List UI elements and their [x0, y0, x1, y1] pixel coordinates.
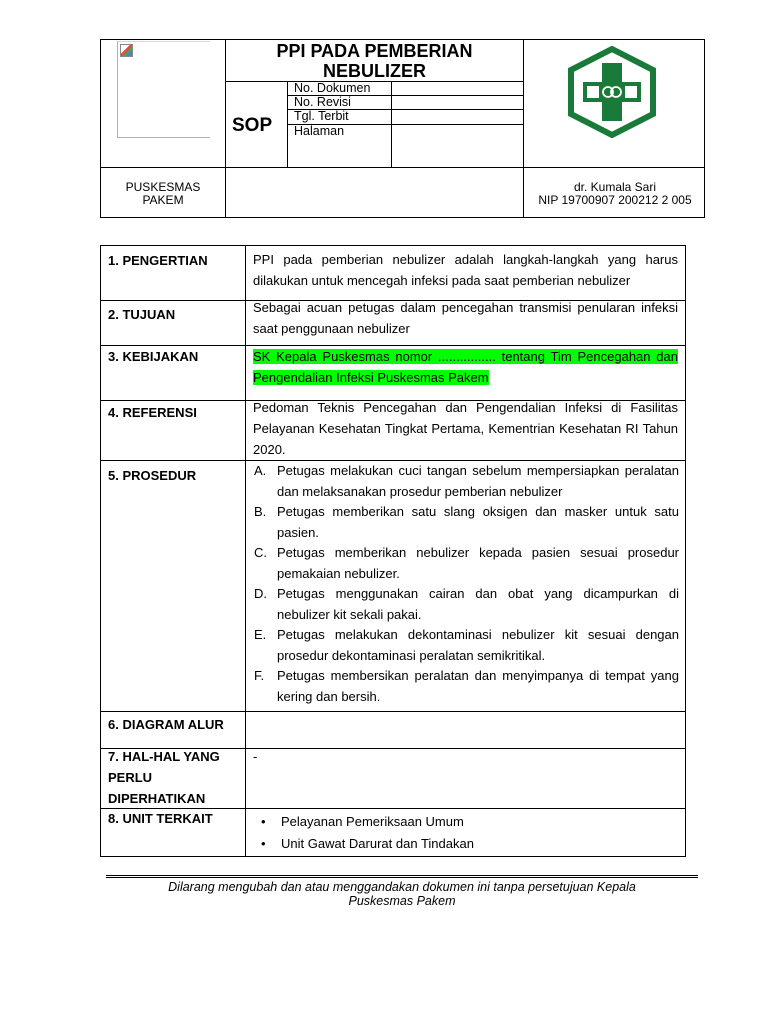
- header-divider: [225, 81, 523, 82]
- sop-content-table: [100, 245, 686, 857]
- signatory-name: dr. Kumala Sari: [573, 180, 657, 194]
- step-text: Petugas membersikan peralatan dan menyimpanya di tempat yang kering dan bersih.: [277, 668, 679, 704]
- footer-line: Dilarang mengubah dan atau menggandakan dokumen ini tanpa persetujuan Kepala: [168, 880, 636, 894]
- footer-disclaimer: [106, 880, 698, 908]
- section-label-prosedur: 5. PROSEDUR: [108, 468, 197, 483]
- section-label-hal-hal: [108, 746, 243, 809]
- signatory-block: [524, 181, 706, 207]
- procedure-step: [253, 666, 679, 707]
- step-text: Petugas melakukan cuci tangan sebelum mempersiapkan peralatan dan melaksanakan prosedur pemberian nebulizer: [277, 463, 679, 499]
- footer-line: Puskesmas Pakem: [348, 894, 456, 908]
- title-line: NEBULIZER: [323, 61, 426, 81]
- section-label-unit-terkait: 8. UNIT TERKAIT: [108, 811, 213, 826]
- unit-name: Pelayanan Pemeriksaan Umum: [281, 814, 464, 829]
- section-label-pengertian: 1. PENGERTIAN: [108, 253, 208, 268]
- section-label-diagram: 6. DIAGRAM ALUR: [108, 717, 224, 732]
- section-label-referensi: 4. REFERENSI: [108, 405, 197, 420]
- label-line: PERLU: [108, 770, 153, 785]
- bullet-icon: •: [261, 814, 266, 829]
- step-text: Petugas memberikan satu slang oksigen dan masker untuk satu pasien.: [277, 504, 679, 540]
- broken-image-icon: [120, 44, 133, 57]
- header-divider: [101, 167, 705, 168]
- highlighted-policy-text: SK Kepala Puskesmas nomor ................ tentang Tim Pencegahan dan Pengendalian Infeksi Puskesmas Pakem: [253, 349, 678, 385]
- procedure-list: [253, 461, 679, 707]
- section-text-referensi: Pedoman Teknis Pencegahan dan Pengendalian Infeksi di Fasilitas Pelayanan Kesehatan Tingkat Pertama, Kementrian Kesehatan RI Tahun 2020.: [253, 400, 678, 457]
- label-line: DIPERHATIKAN: [108, 791, 206, 806]
- step-letter: A.: [254, 463, 267, 478]
- step-text: Petugas menggunakan cairan dan obat yang dicampurkan di nebulizer kit sekali pakai.: [277, 586, 679, 622]
- signatory-nip: NIP 19700907 200212 2 005: [538, 193, 692, 207]
- row-divider: [101, 711, 686, 712]
- document-title: [226, 41, 523, 81]
- organization-line: PAKEM: [142, 193, 184, 207]
- footer-rule: [106, 875, 698, 876]
- sop-header-table: [100, 39, 705, 218]
- section-label-tujuan: 2. TUJUAN: [108, 307, 176, 322]
- step-letter: B.: [254, 504, 267, 519]
- page-label: Halaman: [294, 124, 345, 138]
- title-line: PPI PADA PEMBERIAN: [276, 41, 473, 61]
- label-line: 7. HAL-HAL YANG: [108, 749, 220, 764]
- procedure-step: [253, 543, 679, 584]
- footer-rule: [106, 877, 698, 878]
- section-label-kebijakan: 3. KEBIJAKAN: [108, 349, 199, 364]
- section-text-hal-hal: -: [253, 749, 258, 764]
- column-divider: [245, 246, 246, 857]
- step-letter: F.: [254, 668, 265, 683]
- puskesmas-logo-icon: [567, 46, 657, 143]
- procedure-step: [253, 461, 679, 502]
- sop-label: SOP: [232, 115, 273, 136]
- section-text-pengertian: PPI pada pemberian nebulizer adalah langkah-langkah yang harus dilakukan untuk mencegah infeksi pada saat pemberian nebulizer: [253, 252, 678, 288]
- procedure-step: [253, 625, 679, 666]
- issued-date-label: Tgl. Terbit: [294, 109, 349, 123]
- list-item: [253, 811, 474, 833]
- doc-number-label: No. Dokumen: [294, 81, 371, 95]
- step-letter: C.: [254, 545, 267, 560]
- section-text-tujuan: Sebagai acuan petugas dalam pencegahan transmisi penularan infeksi saat penggunaan nebulizer: [253, 300, 678, 336]
- step-text: Petugas memberikan nebulizer kepada pasien sesuai prosedur pemakaian nebulizer.: [277, 545, 679, 581]
- revision-label: No. Revisi: [294, 95, 351, 109]
- organization-line: PUSKESMAS: [125, 180, 201, 194]
- organization-name: [101, 181, 225, 207]
- unit-name: Unit Gawat Darurat dan Tindakan: [281, 836, 474, 851]
- list-item: [253, 833, 474, 855]
- bullet-icon: •: [261, 836, 266, 851]
- step-letter: D.: [254, 586, 267, 601]
- procedure-step: [253, 584, 679, 625]
- step-text: Petugas melakukan dekontaminasi nebulizer kit sesuai dengan prosedur dekontaminasi peralatan semikritikal.: [277, 627, 679, 663]
- section-text-kebijakan: [253, 346, 678, 388]
- step-letter: E.: [254, 627, 267, 642]
- broken-image-placeholder: [117, 41, 210, 138]
- related-units-list: [253, 811, 474, 855]
- procedure-step: [253, 502, 679, 543]
